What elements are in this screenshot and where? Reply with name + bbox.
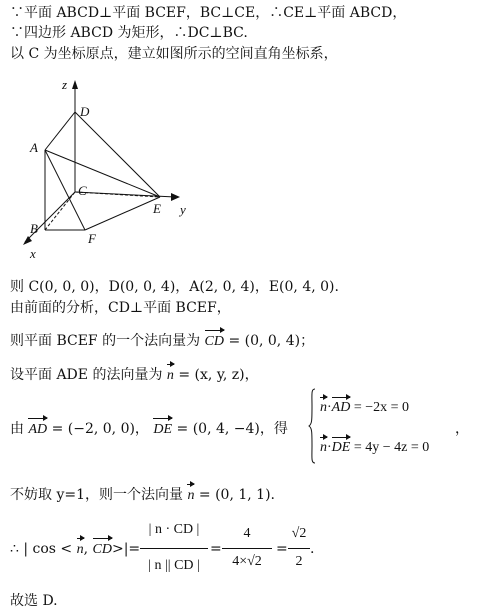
line-7-value: = (x, y, z)，	[178, 367, 259, 383]
line-2: ∵四边形 ABCD 为矩形，∴DC⊥BC.	[10, 25, 248, 41]
left-brace	[308, 388, 316, 464]
line-9-vector-n: n	[187, 488, 195, 503]
line-6-text: 则平面 BCEF 的一个法向量为	[10, 333, 201, 349]
equals-1: =	[210, 541, 222, 557]
equation-system	[308, 388, 468, 464]
line-5: 由前面的分析，CD⊥平面 BCEF，	[10, 300, 231, 316]
eq2-vector-DE: DE	[331, 440, 351, 455]
label-z: z	[62, 77, 68, 92]
label-B: B	[30, 221, 38, 236]
edge-AD	[45, 112, 75, 150]
line-9-value: = (0, 1, 1).	[198, 487, 275, 503]
line-8	[10, 420, 288, 439]
label-E: E	[153, 201, 161, 216]
fraction-1-numerator: | n · CD |	[148, 522, 200, 537]
line-8-mid: = (−2, 0, 0)，	[51, 421, 149, 437]
label-A: A	[30, 140, 38, 155]
edge-CE	[75, 192, 160, 197]
line-10-gt: >|=	[111, 541, 141, 557]
vector-n: n	[166, 368, 174, 383]
edge-BC	[45, 192, 75, 230]
line-10-vector-n: n	[76, 542, 84, 557]
fraction-1-denominator: | n || CD |	[148, 558, 200, 573]
vector-DE: DE	[153, 422, 173, 437]
line-10-vector-CD: CD	[92, 542, 112, 557]
vector-CD: CD	[204, 334, 224, 349]
equation-2: n·DE = 4y − 4z = 0	[320, 440, 430, 455]
label-x: x	[30, 246, 36, 261]
equation-1: n·AD = −2x = 0	[320, 400, 410, 415]
fraction-2-bar	[222, 548, 272, 549]
line-8-text: 由	[10, 421, 24, 437]
label-D: D	[80, 104, 90, 119]
eq2-vector-n: n	[320, 440, 327, 455]
y-axis-arrow	[171, 193, 180, 201]
fraction-3-bar	[288, 548, 310, 549]
line-7	[10, 366, 259, 385]
coordinate-figure	[20, 72, 220, 272]
line-9-text: 不妨取 y=1，则一个法向量	[10, 487, 183, 503]
fraction-3-numerator: √2	[291, 526, 307, 541]
fraction-3-denominator: 2	[295, 554, 303, 569]
eq1-vector-n: n	[320, 400, 327, 415]
line-10-prefix: ∴ | cos < n, CD>|=	[10, 541, 141, 557]
label-y: y	[180, 202, 186, 217]
fraction-2-numerator: 4	[243, 526, 251, 541]
z-axis-arrow	[72, 80, 78, 89]
eq1-rest: = −2x = 0	[353, 400, 410, 415]
final-period: .	[310, 541, 315, 557]
line-7-text: 设平面 ADE 的法向量为	[10, 367, 163, 383]
line-4: 则 C(0, 0, 0)，D(0, 0, 4)，A(2, 0, 4)，E(0, 4, 0).	[10, 279, 339, 295]
line-3: 以 C 为坐标原点，建立如图所示的空间直角坐标系，	[10, 46, 338, 62]
edge-FE	[85, 197, 160, 230]
line-8-post: = (0, 4, −4)，得	[176, 421, 288, 437]
vector-AD: AD	[28, 422, 48, 437]
line-10-text: ∴ | cos <	[10, 541, 73, 557]
label-C: C	[78, 183, 87, 198]
line-6-value: = (0, 0, 4)；	[228, 333, 315, 349]
edge-DE	[75, 112, 160, 197]
fraction-1-bar	[140, 548, 208, 549]
line-6	[10, 332, 314, 351]
eq1-vector-AD: AD	[331, 400, 351, 415]
line-1: ∵平面 ABCD⊥平面 BCEF，BC⊥CE，∴CE⊥平面 ABCD，	[10, 5, 407, 21]
line-9	[10, 486, 275, 505]
fraction-2-denominator: 4×√2	[232, 554, 262, 569]
edge-AE	[45, 150, 160, 197]
equals-2: =	[276, 541, 288, 557]
x-axis-arrow	[23, 236, 32, 245]
label-F: F	[88, 231, 96, 246]
eq2-rest: = 4y − 4z = 0	[353, 440, 430, 455]
trailing-comma: ，	[455, 421, 469, 437]
line-11: 故选 D.	[10, 593, 58, 609]
